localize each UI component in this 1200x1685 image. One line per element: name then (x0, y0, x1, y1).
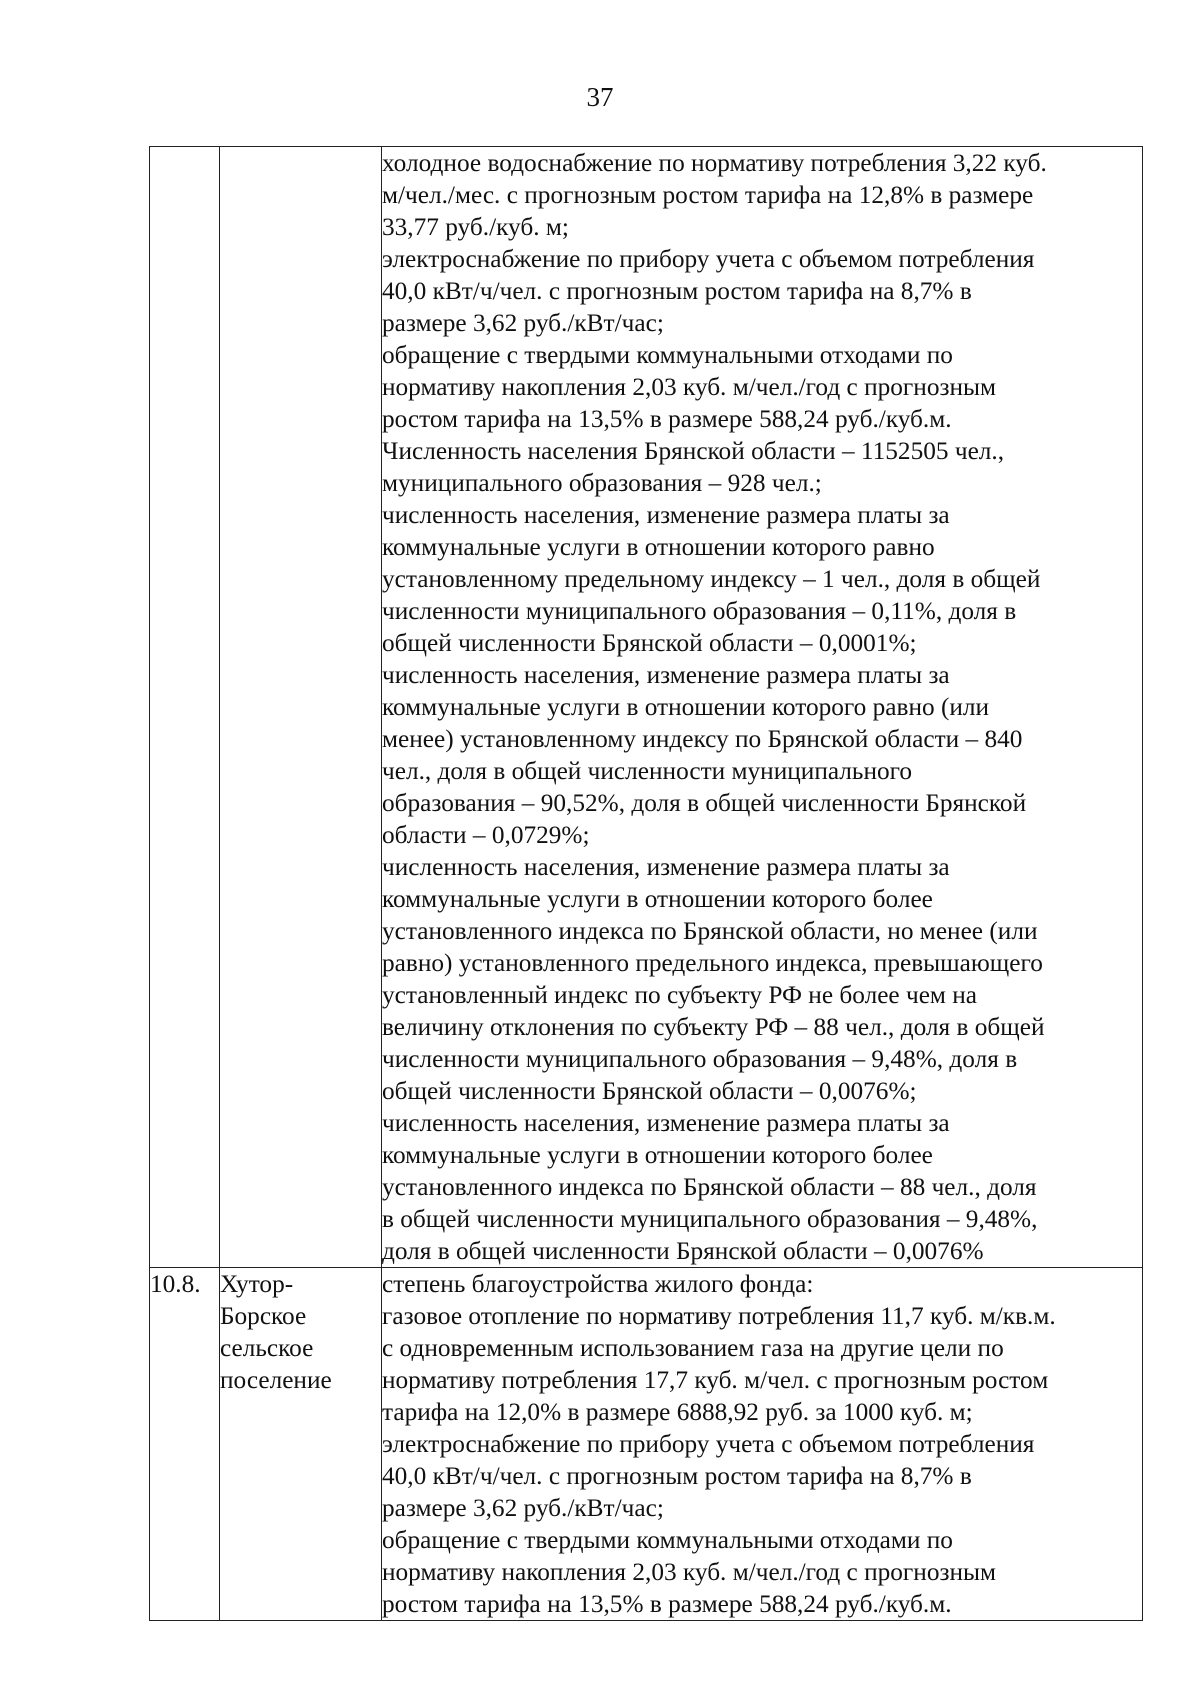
description-line: нормативу накопления 2,03 куб. м/чел./год с прогнозным (382, 1558, 997, 1586)
settlement-name-cell: Хутор- Борское сельское поселение (220, 1268, 382, 1621)
description-line: численность населения, изменение размера платы за (382, 1109, 950, 1137)
description-line: муниципального образования – 928 чел.; (382, 469, 822, 497)
description-line: чел., доля в общей численности муниципального (382, 757, 913, 785)
description-line: общей численности Брянской области – 0,0001%; (382, 629, 917, 657)
description-line: менее) установленному индексу по Брянской области – 840 (382, 725, 1023, 753)
description-line: обращение с твердыми коммунальными отходами по (382, 341, 953, 369)
tariff-table (149, 146, 1143, 1621)
description-line: с одновременным использованием газа на другие цели по (382, 1334, 1004, 1362)
description-line: холодное водоснабжение по нормативу потребления 3,22 куб. (382, 149, 1047, 177)
description-line: обращение с твердыми коммунальными отходами по (382, 1526, 953, 1554)
description-line: степень благоустройства жилого фонда: (382, 1270, 814, 1298)
description-line: коммунальные услуги в отношении которого более (382, 1141, 933, 1169)
table-row (150, 1268, 1143, 1621)
description-line: величину отклонения по субъекту РФ – 88 чел., доля в общей (382, 1013, 1045, 1041)
description-line: численность населения, изменение размера платы за (382, 853, 950, 881)
row-number-cell (150, 147, 220, 1268)
description-line: области – 0,0729%; (382, 821, 590, 849)
page-number: 37 (586, 82, 614, 112)
description-line: численность населения, изменение размера платы за (382, 661, 950, 689)
description-line: установленного индекса по Брянской области, но менее (или (382, 917, 1038, 945)
settlement-name-cell (220, 147, 382, 1268)
description-cell (382, 1268, 1143, 1621)
table-row (150, 147, 1143, 1268)
description-line: численности муниципального образования – 0,11%, доля в (382, 597, 1017, 625)
description-line: электроснабжение по прибору учета с объемом потребления (382, 1430, 1035, 1458)
description-line: ростом тарифа на 13,5% в размере 588,24 руб./куб.м. (382, 405, 952, 433)
description-line: установленного индекса по Брянской области – 88 чел., доля (382, 1173, 1037, 1201)
description-line: доля в общей численности Брянской области – 0,0076% (382, 1237, 984, 1265)
description-line: 33,77 руб./куб. м; (382, 213, 569, 241)
description-line: численность населения, изменение размера платы за (382, 501, 950, 529)
description-line: установленному предельному индексу – 1 чел., доля в общей (382, 565, 1041, 593)
row-number-cell: 10.8. (150, 1268, 220, 1621)
description-line: общей численности Брянской области – 0,0076%; (382, 1077, 917, 1105)
description-line: электроснабжение по прибору учета с объемом потребления (382, 245, 1035, 273)
description-line: равно) установленного предельного индекса, превышающего (382, 949, 1043, 977)
description-line: Численность населения Брянской области – 1152505 чел., (382, 437, 1005, 465)
description-line: ростом тарифа на 13,5% в размере 588,24 руб./куб.м. (382, 1590, 952, 1618)
description-line: образования – 90,52%, доля в общей численности Брянской (382, 789, 1027, 817)
description-line: размере 3,62 руб./кВт/час; (382, 1494, 664, 1522)
description-cell (382, 147, 1143, 1268)
description-line: коммунальные услуги в отношении которого равно (382, 533, 935, 561)
description-line: установленный индекс по субъекту РФ не более чем на (382, 981, 978, 1009)
description-line: в общей численности муниципального образования – 9,48%, (382, 1205, 1038, 1233)
description-line: размере 3,62 руб./кВт/час; (382, 309, 664, 337)
description-line: коммунальные услуги в отношении которого равно (или (382, 693, 990, 721)
description-line: газовое отопление по нормативу потребления 11,7 куб. м/кв.м. (382, 1302, 1056, 1330)
description-line: 40,0 кВт/ч/чел. с прогнозным ростом тарифа на 8,7% в (382, 1462, 972, 1490)
description-line: нормативу накопления 2,03 куб. м/чел./год с прогнозным (382, 373, 997, 401)
description-line: нормативу потребления 17,7 куб. м/чел. с прогнозным ростом (382, 1366, 1049, 1394)
description-line: м/чел./мес. с прогнозным ростом тарифа на 12,8% в размере (382, 181, 1034, 209)
description-line: тарифа на 12,0% в размере 6888,92 руб. за 1000 куб. м; (382, 1398, 973, 1426)
description-line: численности муниципального образования – 9,48%, доля в (382, 1045, 1018, 1073)
description-line: коммунальные услуги в отношении которого более (382, 885, 933, 913)
description-line: 40,0 кВт/ч/чел. с прогнозным ростом тарифа на 8,7% в (382, 277, 972, 305)
